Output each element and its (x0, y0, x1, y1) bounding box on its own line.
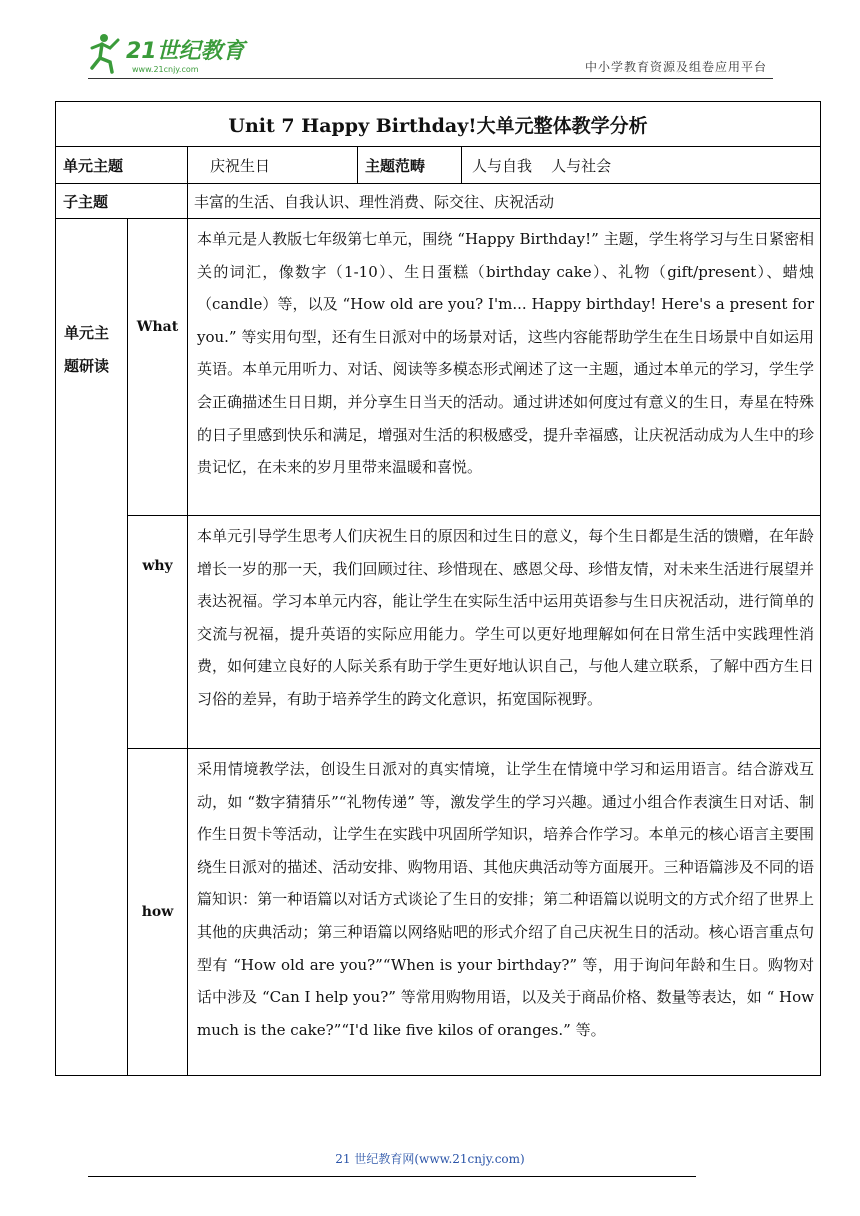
unit-theme-value: 庆祝生日 (188, 147, 358, 184)
analysis-table (55, 101, 821, 1076)
unit-theme-label: 单元主题 (56, 147, 188, 184)
logo (88, 28, 258, 76)
footer-link[interactable]: 21 世纪教育网(www.21cnjy.com) (335, 1152, 525, 1166)
section-label-how: how (128, 749, 188, 1076)
table-title: Unit 7 Happy Birthday!大单元整体教学分析 (56, 102, 821, 147)
section-text-how: 采用情境教学法，创设生日派对的真实情境，让学生在情境中学习和运用语言。结合游戏互动，如 “数字猜猜乐”“礼物传递” 等，激发学生的学习兴趣。通过小组合作表演生日对话、制作生日贺卡等活动，让学生在实践中巩固所学知识，培养合作学习。本单元的核心语言主要围绕生日派对的描述、活动安排、购物用语、其他庆典活动等方面展开。三种语篇涉及不同的语篇知识：第一种语篇以对话方式谈论了生日的安排；第二种语篇以说明文的方式介绍了世界上其他的庆典活动；第三种语篇以网络贴吧的形式介绍了自己庆祝生日的活动。核心语言重点句型有 “How old are you?”“When is your birthday?” 等，用于询问年龄和生日。购物对话中涉及 “Can I help you?” 等常用购物用语，以及关于商品价格、数量等表达，如 “ How much is the cake?”“I'd like five kilos of oranges.” 等。 (188, 749, 821, 1076)
page-header (88, 28, 773, 78)
section-text-why: 本单元引导学生思考人们庆祝生日的原因和过生日的意义，每个生日都是生活的馈赠，在年龄增长一岁的那一天，我们回顾过往、珍惜现在、感恩父母、珍惜友情，对未来生活进行展望并表达祝福。学习本单元内容，能让学生在实际生活中运用英语参与生日庆祝活动，进行简单的交流与祝福，提升英语的实际应用能力。学生可以更好地理解如何在日常生活中实践理性消费，如何建立良好的人际关系有助于学生更好地认识自己，与他人建立联系，了解中西方生日习俗的差异，有助于培养学生的跨文化意识，拓宽国际视野。 (188, 516, 821, 749)
subtheme-label: 子主题 (56, 184, 188, 219)
reading-label: 单元主题研读 (56, 219, 128, 1076)
logo-text: 21世纪教育 (126, 39, 245, 64)
logo-url: www.21cnjy.com (132, 65, 199, 74)
section-label-why: why (128, 516, 188, 749)
logo-icon (88, 28, 258, 76)
subtheme-value: 丰富的生活、自我认识、理性消费、际交往、庆祝活动 (188, 184, 821, 219)
section-text-what: 本单元是人教版七年级第七单元，围绕 “Happy Birthday!” 主题，学生将学习与生日紧密相关的词汇，像数字（1-10）、生日蛋糕（birthday cake）、礼物（gift/present）、蜡烛（candle）等，以及 “How old are you? I'm... Happy birthday! Here's a present for you.” 等实用句型，还有生日派对中的场景对话，这些内容能帮助学生在生日场景中自如运用英语。本单元用听力、对话、阅读等多模态形式阐述了这一主题，通过本单元的学习，学生学会正确描述生日日期，并分享生日当天的活动。通过讲述如何度过有意义的生日，寿星在特殊的日子里感到快乐和满足，增强对生活的积极感受，提升幸福感，让庆祝活动成为人生中的珍贵记忆，在未来的岁月里带来温暖和喜悦。 (188, 219, 821, 516)
footer-divider (88, 1176, 696, 1177)
platform-name: 中小学教育资源及组卷应用平台 (584, 60, 767, 74)
section-label-what: What (128, 219, 188, 516)
header-divider (88, 78, 773, 79)
category-value: 人与自我 人与社会 (462, 147, 821, 184)
category-label: 主题范畴 (358, 147, 462, 184)
